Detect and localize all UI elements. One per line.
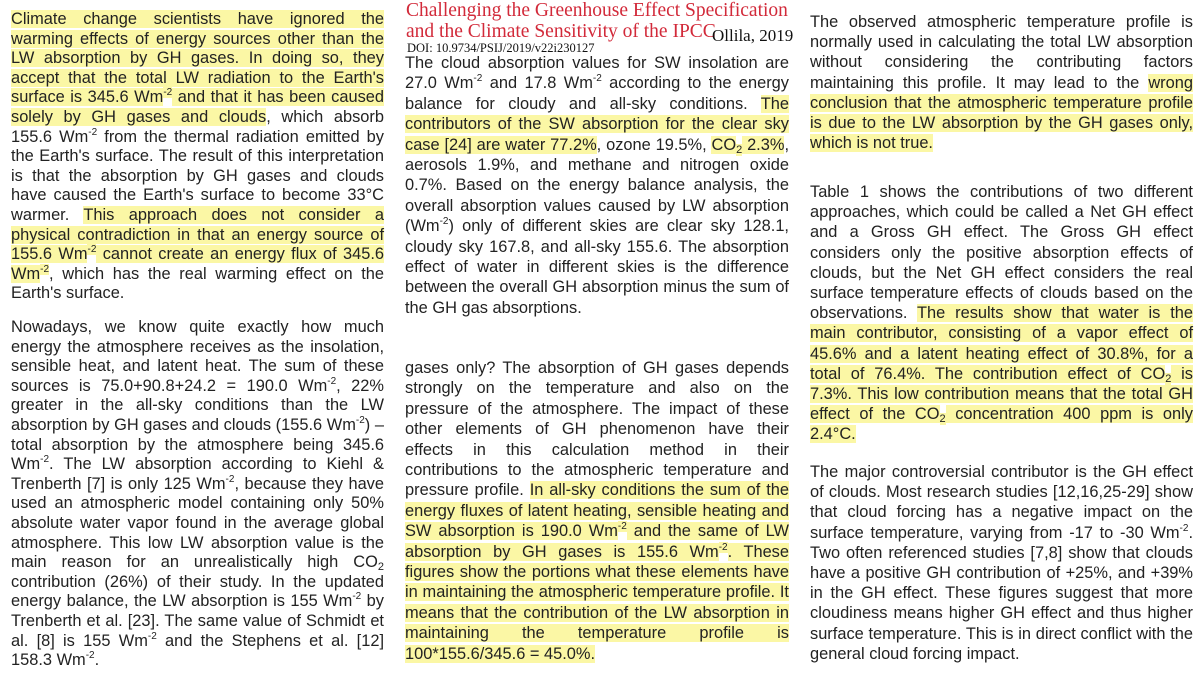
body-text: , because they have used an atmospheric model containing only 50% absolute water vapor found in the average global atmosphere. This low LW absorption value is the main reason for an unrealistically high CO bbox=[11, 474, 384, 572]
col3-paragraph-1 bbox=[810, 12, 1193, 153]
supscript-text: -2 bbox=[327, 375, 337, 387]
body-text: , which absorb 155.6 Wm bbox=[11, 107, 384, 146]
supscript-text: -2 bbox=[352, 591, 362, 603]
supscript-text: -2 bbox=[473, 73, 483, 85]
highlighted-text: cannot create an energy flux of 345.6 Wm bbox=[11, 245, 385, 283]
col2-paragraph-2 bbox=[405, 358, 789, 664]
highlighted-text: is 7.3%. This low contribution means that the total GH effect of the CO bbox=[810, 364, 1193, 424]
paper-title-line-2: and the Climate Sensitivity of the IPCC bbox=[406, 21, 716, 42]
body-text: Table 1 shows the contributions of two different approaches, which could be called a Net GH effect and a Gross GH effect. The Gross GH effect considers only the positive absorption effects of clouds, but the Net GH effect considers the real surface temperature effects of clouds based on the observations. bbox=[810, 183, 1193, 323]
body-text: ) – total absorption by the atmosphere being 345.6 Wm bbox=[11, 415, 384, 474]
highlighted-text: wrong conclusion that the atmospheric temperature profile is due to the LW absorption by the GH gases only, which is not true. bbox=[810, 73, 1193, 153]
highlighted-text: and that it has been caused solely by GH gases and clouds bbox=[11, 88, 384, 126]
body-text: from the thermal radiation emitted by the Earth's surface. The result of this interpretation is that the absorption by GH gases and clouds have caused the Earth's surface to become 33°C warmer. bbox=[11, 127, 384, 224]
supscript-text: -2 bbox=[355, 414, 365, 426]
highlighted-text: In all-sky conditions the sum of the energy fluxes of latent heating, sensible heating and SW absorption is 190.0 Wm bbox=[405, 481, 790, 541]
body-text: , aerosols 1.9%, and methane and nitrogen oxide 0.7%. Based on the energy balance analysis, the overall absorption values caused by LW absorption (Wm bbox=[405, 135, 789, 236]
body-text: The observed atmospheric temperature profile is normally used in calculating the total LW absorption without considering the contributing factors maintaining this profile. It may lead to the bbox=[810, 13, 1193, 92]
highlighted-text: -2 bbox=[163, 87, 173, 99]
supscript-text: -2 bbox=[1179, 522, 1189, 534]
highlighted-text: 2.3% bbox=[742, 135, 785, 154]
body-text: . Two often referenced studies [7,8] show that clouds have a positive GH contribution of +25%, and +39% in the GH effect. These figures suggest that more cloudiness means higher GH effect and thus higher surface temperature. This is in direct conflict with the general cloud forcing impact. bbox=[810, 523, 1193, 663]
highlighted-text: Climate change scientists have ignored the warming effects of energy sources other than the LW absorption by GH gases. In doing so, they accept that the total LW radiation to the Earth's surface is 345.6 Wm bbox=[11, 10, 384, 107]
body-text: , ozone 19.5%, bbox=[596, 135, 712, 154]
body-text: gases only? The absorption of GH gases depends strongly on the temperature and also on the pressure of the atmosphere. The impact of these other elements of GH phenomenon have their effects in this calculation method in their contributions to the atmospheric temperature and pressure profile. bbox=[405, 359, 789, 500]
highlighted-text: -2 bbox=[40, 263, 50, 275]
body-text: Nowadays, we know quite exactly how much energy the atmosphere receives as the insolation, sensible heat, and latent heat. The sum of these sources is 75.0+90.8+24.2 = 190.0 Wm bbox=[11, 318, 384, 395]
author-year: Ollila, 2019 bbox=[712, 26, 794, 45]
supscript-text: -2 bbox=[592, 73, 602, 85]
body-text: contribution (26%) of their study. In the updated energy balance, the LW absorption is 155 Wm bbox=[11, 572, 384, 611]
body-text: The major controversial contributor is the GH effect of clouds. Most research studies [12,16,25-29] show that cloud forcing has a negative impact on the surface temperature, varying from -17 to -30 Wm bbox=[810, 463, 1193, 542]
body-text: , which has the real warming effect on the Earth's surface. bbox=[11, 264, 384, 303]
body-text: . The LW absorption according to Kiehl & Trenberth [7] is only 125 Wm bbox=[11, 455, 384, 493]
col2-paragraph-1 bbox=[405, 53, 789, 318]
highlighted-text: 2 bbox=[939, 413, 946, 426]
doi: DOI: 10.9734/PSIJ/2019/v22i230127 bbox=[407, 41, 595, 55]
subscript-text: 2 bbox=[377, 561, 384, 574]
supscript-text: -2 bbox=[85, 650, 95, 662]
col1-paragraph-2 bbox=[11, 318, 384, 671]
highlighted-text: The contributors of the SW absorption for the clear sky case [24] are water 77.2% bbox=[405, 94, 789, 154]
supscript-text: -2 bbox=[147, 630, 157, 642]
supscript-text: -2 bbox=[88, 126, 98, 138]
supscript-text: -2 bbox=[439, 216, 449, 228]
body-text: The cloud absorption values for SW insolation are 27.0 Wm bbox=[405, 54, 789, 93]
highlighted-text: The results show that water is the main contributor, consisting of a vapor effect of 45.6% and a latent heating effect of 30.8%, for a total of 76.4%. The contribution effect of CO bbox=[810, 304, 1193, 383]
body-text: , 22% greater in the all-sky conditions than the LW absorption by GH gases and clouds (155.6 Wm bbox=[11, 376, 384, 434]
col3-paragraph-2 bbox=[810, 182, 1193, 445]
highlighted-text: -2 bbox=[617, 521, 627, 533]
body-text: ) only of different skies are clear sky 128.1, cloudy sky 167.8, and all-sky 155.6. The absorption effect of water in different skies is the difference between the overall GH absorption minus the sum of the GH gas absorptions. bbox=[405, 217, 789, 317]
paper-title-line-1: Challenging the Greenhouse Effect Specification bbox=[406, 0, 788, 21]
body-text: and 17.8 Wm bbox=[482, 74, 593, 93]
body-text: . bbox=[94, 651, 100, 670]
highlighted-text: . These figures show the portions what these elements have in maintaining the atmospheric temperature profile. It means that the contribution of the LW absorption in maintaining the temperature profile is 100*155.6/345.6 = 45.0%. bbox=[405, 542, 789, 663]
body-text: and the Stephens et al. [12] 158.3 Wm bbox=[11, 631, 384, 670]
highlighted-text: -2 bbox=[718, 541, 728, 553]
col1-paragraph-1 bbox=[11, 10, 384, 304]
supscript-text: -2 bbox=[225, 473, 235, 485]
highlighted-text: This approach does not consider a physical contradiction in that an energy source of 155.6 Wm bbox=[11, 205, 384, 264]
col3-paragraph-3 bbox=[810, 462, 1193, 664]
highlighted-text: CO bbox=[711, 135, 737, 154]
highlighted-text: -2 bbox=[87, 244, 97, 256]
highlighted-text: 2 bbox=[1165, 372, 1172, 385]
highlighted-text: concentration 400 ppm is only 2.4°C. bbox=[810, 405, 1193, 444]
body-text: by Trenberth et al. [23]. The same value of Schmidt et al. [8] is 155 Wm bbox=[11, 592, 384, 650]
body-text: according to the energy balance for cloudy and all-sky conditions. bbox=[405, 74, 789, 113]
highlighted-text: 2 bbox=[736, 143, 743, 156]
supscript-text: -2 bbox=[40, 454, 50, 466]
highlighted-text: and the same of LW absorption by GH gases is 155.6 Wm bbox=[405, 522, 789, 561]
